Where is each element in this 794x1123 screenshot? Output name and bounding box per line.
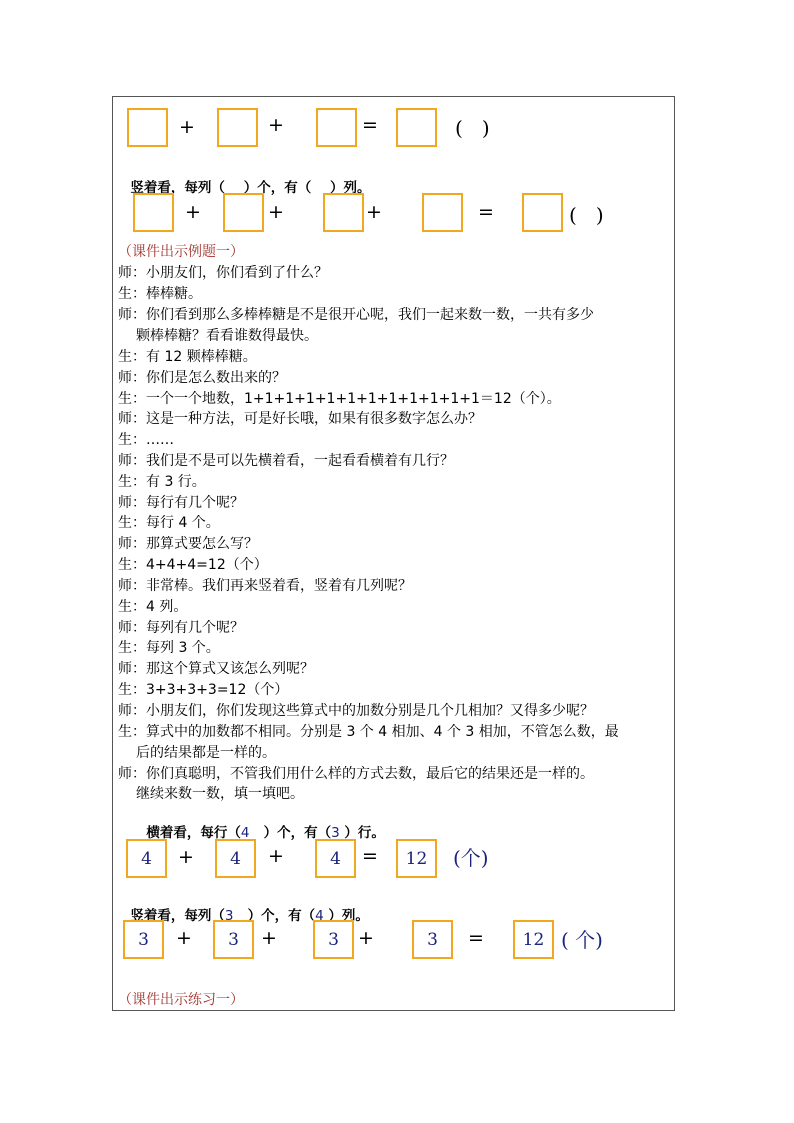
unit-label: (个): [453, 846, 489, 870]
dialogue-line: 生：有 3 行。: [118, 474, 206, 490]
plus-sign: +: [185, 201, 201, 223]
unit-parentheses: ( ): [455, 116, 490, 140]
dialogue-line: 师：你们看到那么多棒棒糖是不是很开心呢，我们一起来数一数，一共有多少: [118, 307, 594, 323]
column-answer-2: 4: [315, 908, 324, 924]
plus-sign: +: [268, 201, 284, 223]
column-question: 竖着看，每列（3 ）个，有（4 ）列。: [130, 908, 369, 924]
answer-box[interactable]: 3: [412, 920, 453, 959]
answer-box[interactable]: 3: [213, 920, 254, 959]
dialogue-line: 师：那这个算式又该怎么列呢？: [118, 661, 314, 677]
dialogue-line: 生：一个一个地数，1+1+1+1+1+1+1+1+1+1+1+1＝12（个）。: [118, 391, 561, 407]
dialogue-line: 师：小朋友们，你们发现这些算式中的加数分别是几个几相加？又得多少呢？: [118, 703, 594, 719]
equals-sign: =: [478, 201, 494, 223]
equals-sign: =: [362, 114, 378, 136]
dialogue-line: 生：4 列。: [118, 599, 188, 615]
answer-box[interactable]: [422, 193, 463, 232]
row-answer-2: 3: [331, 825, 340, 841]
plus-sign: +: [179, 116, 195, 138]
column-question: 竖着看，每列（ ）个，有（ ）列。: [130, 180, 371, 196]
dialogue-line: 后的结果都是一样的。: [136, 745, 276, 761]
equals-sign: =: [362, 845, 378, 867]
answer-box[interactable]: 4: [215, 839, 256, 878]
answer-box[interactable]: 12: [513, 920, 554, 959]
plus-sign: +: [176, 927, 192, 949]
dialogue-line: 颗棒棒糖？看看谁数得最快。: [136, 328, 318, 344]
answer-box[interactable]: [133, 193, 174, 232]
dialogue-line: 师：你们是怎么数出来的？: [118, 370, 286, 386]
answer-box[interactable]: 12: [396, 839, 437, 878]
answer-box[interactable]: [323, 193, 364, 232]
dialogue-line: 生：算式中的加数都不相同。分别是 3 个 4 相加、4 个 3 相加，不管怎么数，最: [118, 724, 619, 740]
dialogue-line: 师：那算式要怎么写？: [118, 536, 258, 552]
unit-parentheses: ( ): [569, 203, 604, 227]
row-answer-1: 4: [240, 825, 250, 841]
plus-sign: +: [268, 845, 284, 867]
dialogue-line: 师：小朋友们，你们看到了什么？: [118, 265, 328, 281]
dialogue-line: 生：……: [118, 432, 174, 448]
dialogue-line: 师：这是一种方法，可是好长哦，如果有很多数字怎么办？: [118, 411, 482, 427]
row-question: 横着看，每行（4 ）个，有（3 ）行。: [146, 825, 385, 841]
answer-box[interactable]: [217, 108, 258, 147]
dialogue-line: 生：3+3+3+3=12（个）: [118, 682, 289, 698]
dialogue-line: 师：非常棒。我们再来竖着看，竖着有几列呢？: [118, 578, 412, 594]
answer-box[interactable]: [223, 193, 264, 232]
column-answer-1: 3: [224, 908, 234, 924]
unit-label: ( 个): [561, 928, 603, 952]
plus-sign: +: [261, 927, 277, 949]
dialogue-line: 生：棒棒糖。: [118, 286, 202, 302]
answer-box[interactable]: 3: [313, 920, 354, 959]
dialogue-line: 师：每行有几个呢？: [118, 495, 244, 511]
plus-sign: +: [358, 927, 374, 949]
courseware-label: （课件出示例题一）: [118, 244, 244, 260]
answer-box[interactable]: [127, 108, 168, 147]
answer-box[interactable]: 4: [126, 839, 167, 878]
dialogue-line: 师：每列有几个呢？: [118, 620, 244, 636]
dialogue-line: 生：每行 4 个。: [118, 515, 220, 531]
answer-box[interactable]: [522, 193, 563, 232]
dialogue-line: 生：每列 3 个。: [118, 640, 220, 656]
dialogue-line: 生：4+4+4=12（个）: [118, 557, 268, 573]
equals-sign: =: [468, 927, 484, 949]
dialogue-line: 生：有 12 颗棒棒糖。: [118, 349, 257, 365]
plus-sign: +: [178, 846, 194, 868]
answer-box[interactable]: 4: [315, 839, 356, 878]
answer-box[interactable]: 3: [123, 920, 164, 959]
courseware-label: （课件出示练习一）: [118, 992, 244, 1008]
answer-box[interactable]: [396, 108, 437, 147]
plus-sign: +: [268, 114, 284, 136]
dialogue-line: 继续来数一数，填一填吧。: [136, 786, 304, 802]
dialogue-line: 师：我们是不是可以先横着看，一起看看横着有几行？: [118, 453, 454, 469]
plus-sign: +: [366, 201, 382, 223]
dialogue-line: 师：你们真聪明，不管我们用什么样的方式去数，最后它的结果还是一样的。: [118, 766, 594, 782]
answer-box[interactable]: [316, 108, 357, 147]
